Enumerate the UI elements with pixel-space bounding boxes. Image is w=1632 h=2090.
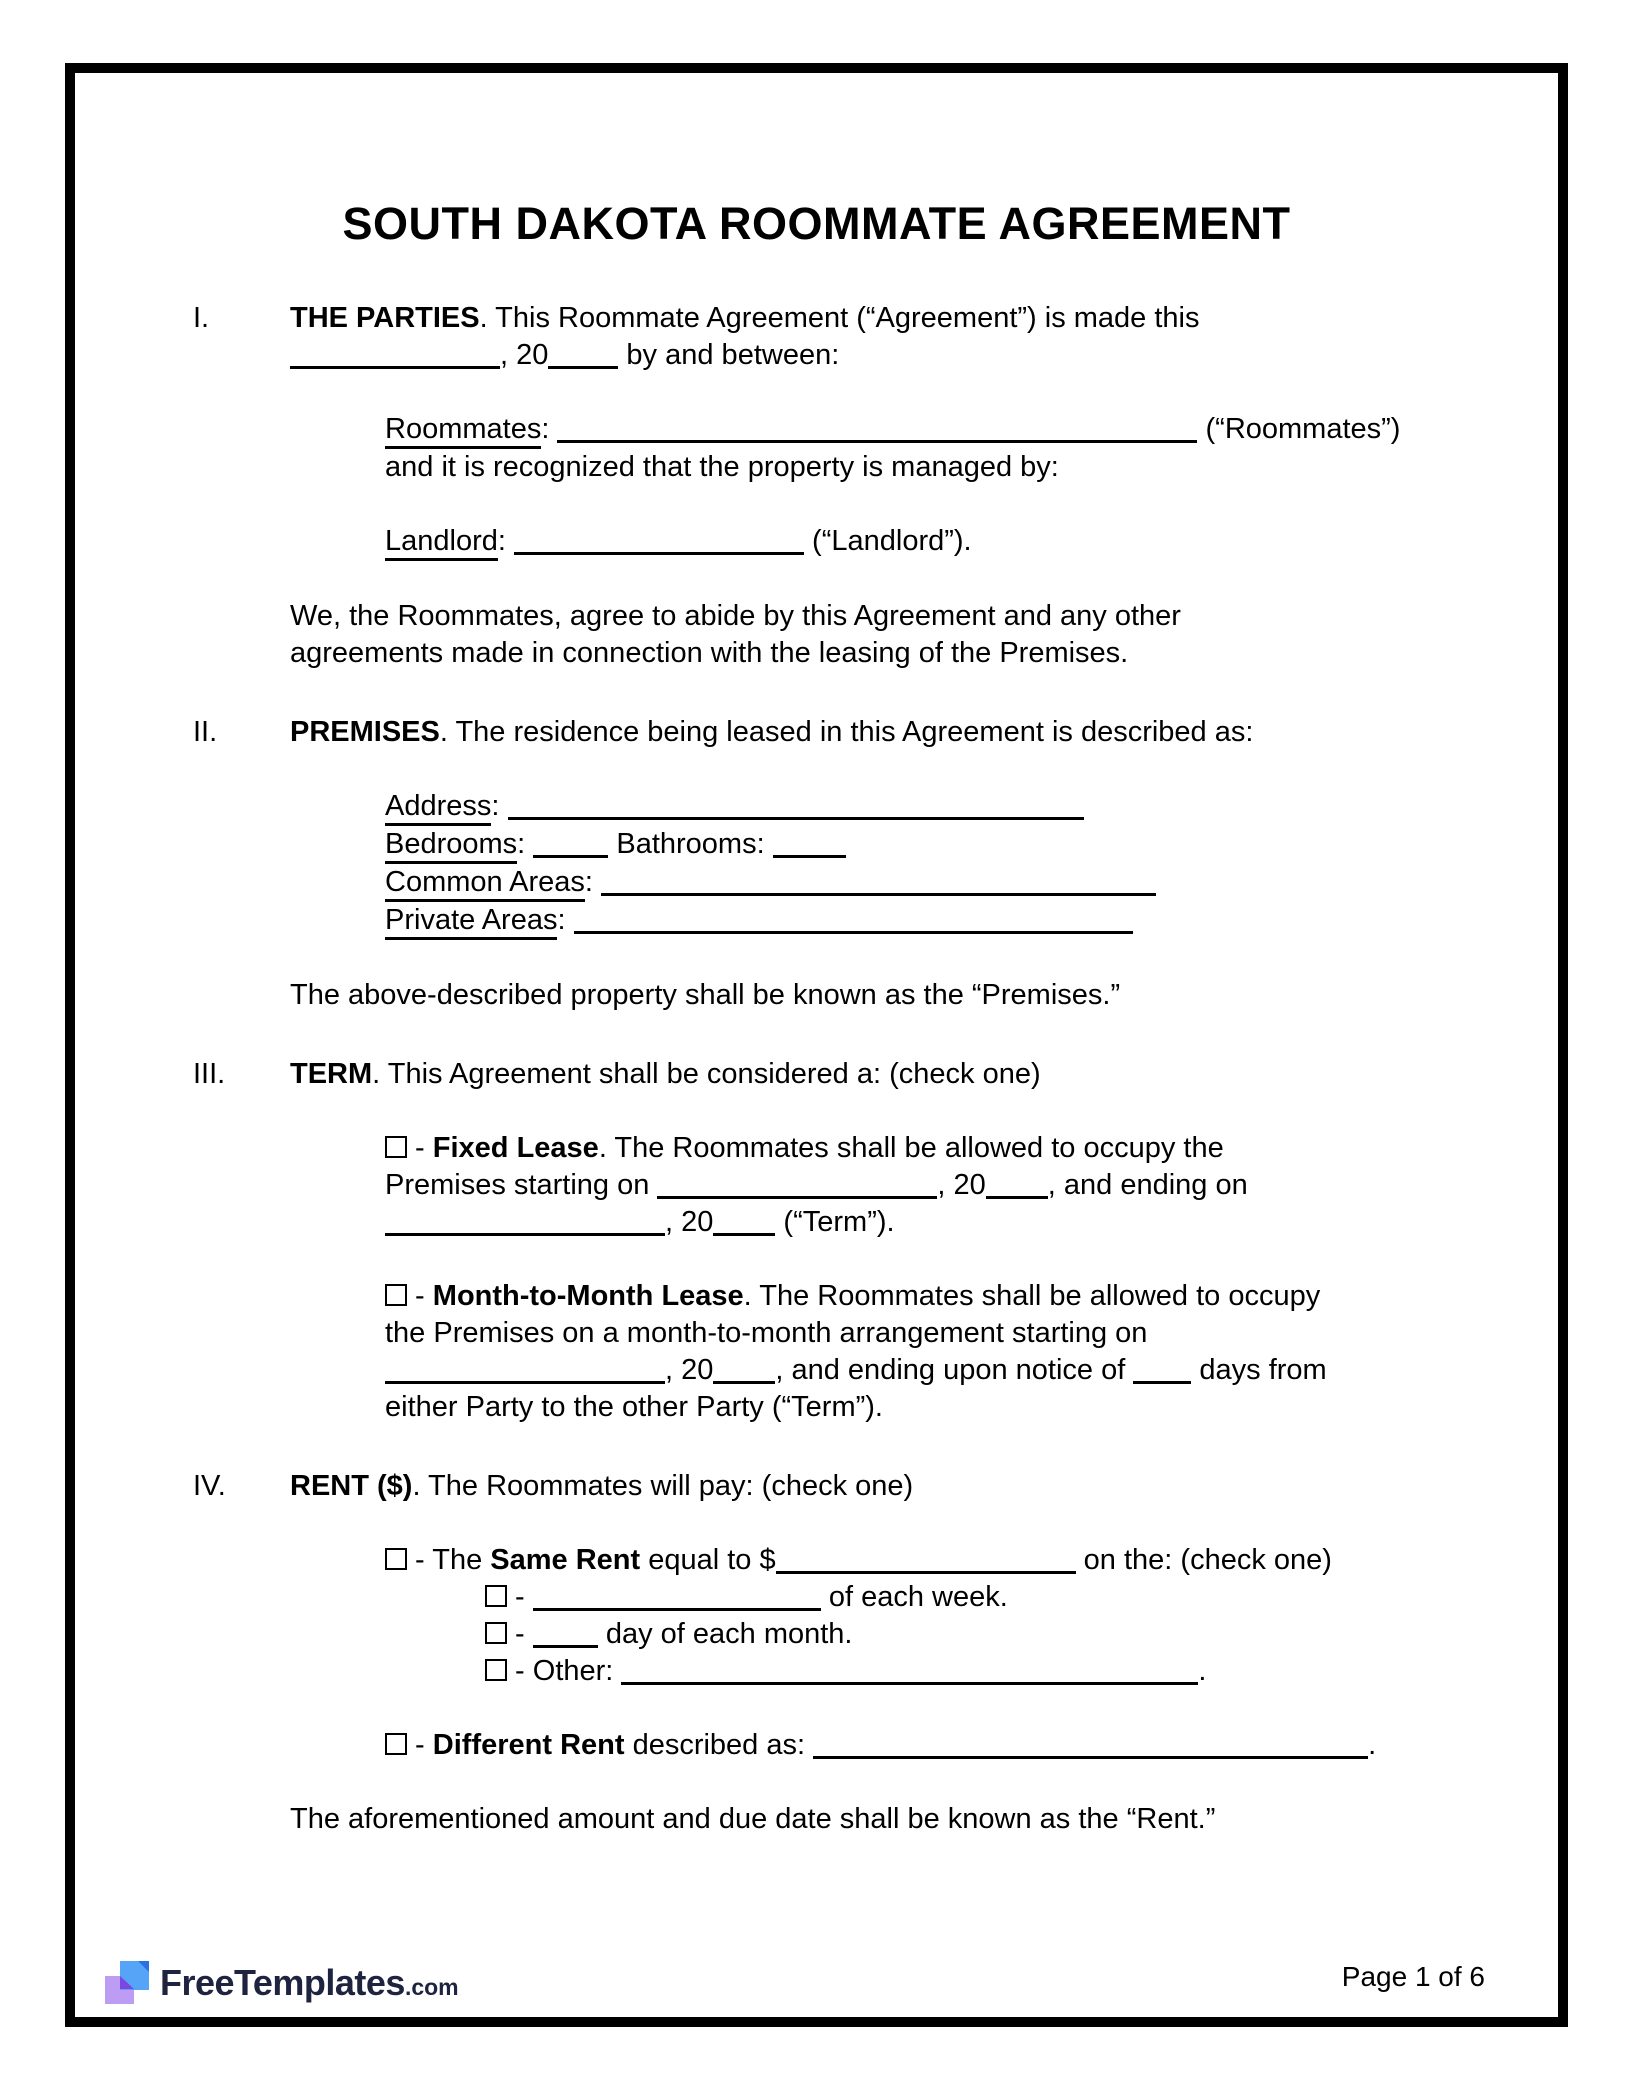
- section-heading: RENT ($): [290, 1470, 413, 1502]
- text-line: [290, 300, 1440, 337]
- section-numeral: II.: [193, 716, 218, 748]
- text-run: days from: [1191, 1354, 1327, 1386]
- different-rent-option: [385, 1727, 1440, 1764]
- text-line: [385, 1130, 1440, 1167]
- fixed-start-date-blank[interactable]: [657, 1168, 937, 1199]
- text-run: day of each month.: [597, 1618, 853, 1650]
- text-run: - The: [407, 1544, 491, 1576]
- agreement-date-blank[interactable]: [290, 338, 500, 369]
- section-numeral: I.: [193, 302, 210, 334]
- text-run: :: [497, 525, 514, 557]
- private-areas-label: Private Areas: [385, 905, 557, 940]
- text-run: . This Agreement shall be considered a: (check one): [372, 1058, 1041, 1090]
- text-run: , and ending on: [1047, 1169, 1248, 1201]
- fixed-lease-option: [385, 1130, 1440, 1241]
- other-label: - Other:: [507, 1655, 622, 1687]
- section-the-parties: [193, 300, 1440, 672]
- text-run: . The residence being leased in this Agreement is described as:: [439, 716, 1254, 748]
- text-line: either Party to the other Party (“Term”).: [385, 1391, 883, 1423]
- text-line: agreements made in connection with the leasing of the Premises.: [290, 637, 1129, 669]
- bathrooms-label: Bathrooms:: [608, 828, 773, 860]
- text-line: [385, 864, 1440, 902]
- text-run: -: [407, 1280, 433, 1312]
- text-run: by and between:: [618, 339, 840, 371]
- different-rent-checkbox[interactable]: [385, 1733, 407, 1755]
- common-areas-label: Common Areas: [385, 867, 585, 902]
- m2m-start-date-blank[interactable]: [385, 1353, 665, 1384]
- address-label: Address: [385, 791, 491, 826]
- text-run: . The Roommates shall be allowed to occupy the: [598, 1132, 1224, 1164]
- text-run: equal to $: [640, 1544, 776, 1576]
- brand-suffix: .com: [404, 1973, 459, 2000]
- text-run: -: [507, 1581, 533, 1613]
- text-run: -: [407, 1729, 433, 1761]
- text-line: the Premises on a month-to-month arrangement starting on: [385, 1317, 1148, 1349]
- text-run: described as:: [624, 1729, 814, 1761]
- section-heading: PREMISES: [290, 716, 440, 748]
- freetemplates-logo-icon: [105, 1961, 149, 2004]
- text-run: . This Roommate Agreement (“Agreement”) is made this: [479, 302, 1200, 334]
- text-line: [385, 826, 1440, 864]
- text-run: of each week.: [820, 1581, 1008, 1613]
- document-body: [75, 73, 1558, 1838]
- brand-name: FreeTemplates: [160, 1961, 405, 2003]
- weekday-blank[interactable]: [533, 1580, 821, 1611]
- text-line: [290, 714, 1440, 751]
- page-border: [65, 63, 1568, 2027]
- fixed-end-year-blank[interactable]: [713, 1205, 775, 1236]
- text-run: -: [407, 1132, 433, 1164]
- text-line: The above-described property shall be known as the “Premises.”: [290, 979, 1121, 1011]
- roommates-clause: [385, 411, 1440, 486]
- text-run: :: [557, 904, 574, 936]
- text-line: [385, 1204, 1440, 1241]
- text-run: , 20: [937, 1169, 986, 1201]
- text-run: . The Roommates shall be allowed to occupy: [743, 1280, 1321, 1312]
- text-line: The aforementioned amount and due date shall be known as the “Rent.”: [290, 1803, 1216, 1835]
- private-areas-blank[interactable]: [574, 903, 1133, 934]
- different-rent-label: Different Rent: [432, 1729, 625, 1761]
- text-line: [385, 1542, 1440, 1579]
- text-line: [385, 902, 1440, 940]
- section-numeral: III.: [193, 1058, 226, 1090]
- monthly-rent-checkbox[interactable]: [485, 1622, 507, 1644]
- text-line: and it is recognized that the property is managed by:: [385, 451, 1059, 483]
- landlord-label: Landlord: [385, 526, 498, 561]
- common-areas-blank[interactable]: [601, 865, 1156, 896]
- text-line: [290, 1056, 1440, 1093]
- text-line: [485, 1579, 1440, 1616]
- rent-amount-blank[interactable]: [776, 1543, 1076, 1574]
- bathrooms-blank[interactable]: [773, 827, 846, 858]
- text-line: [290, 1468, 1440, 1505]
- other-schedule-blank[interactable]: [621, 1654, 1198, 1685]
- same-rent-label: Same Rent: [490, 1544, 641, 1576]
- text-run: , 20: [665, 1206, 714, 1238]
- text-run: :: [491, 790, 508, 822]
- text-line: [385, 1352, 1440, 1389]
- premises-details: [385, 788, 1440, 940]
- text-run: (“Roommates”): [1197, 413, 1401, 445]
- roommates-names-blank[interactable]: [557, 412, 1197, 443]
- fixed-end-date-blank[interactable]: [385, 1205, 665, 1236]
- bedrooms-label: Bedrooms: [385, 829, 517, 864]
- text-line: [385, 523, 1440, 561]
- section-rent: [193, 1468, 1440, 1838]
- different-rent-blank[interactable]: [813, 1728, 1368, 1759]
- other-schedule-checkbox[interactable]: [485, 1659, 507, 1681]
- text-line: [385, 788, 1440, 826]
- brand-text: [160, 1962, 459, 2004]
- text-run: (“Term”).: [775, 1206, 895, 1238]
- section-numeral: IV.: [193, 1470, 226, 1502]
- bedrooms-blank[interactable]: [533, 827, 608, 858]
- text-run: Premises starting on: [385, 1169, 658, 1201]
- agreement-statement: [290, 598, 1440, 672]
- text-run: -: [507, 1618, 533, 1650]
- landlord-clause: [385, 523, 1440, 561]
- landlord-name-blank[interactable]: [514, 524, 804, 555]
- text-run: , 20: [665, 1354, 714, 1386]
- fixed-lease-label: Fixed Lease: [432, 1132, 599, 1164]
- month-to-month-checkbox[interactable]: [385, 1284, 407, 1306]
- same-rent-option: [385, 1542, 1440, 1690]
- text-line: [385, 1278, 1440, 1315]
- freetemplates-logo: [105, 1961, 459, 2004]
- section-heading: THE PARTIES: [290, 302, 480, 334]
- text-line: [385, 411, 1440, 449]
- text-line: [385, 1167, 1440, 1204]
- m2m-notice-days-blank[interactable]: [1133, 1353, 1191, 1384]
- weekly-rent-checkbox[interactable]: [485, 1585, 507, 1607]
- roommates-label: Roommates: [385, 414, 541, 449]
- text-run: :: [541, 413, 558, 445]
- text-run: .: [1198, 1655, 1207, 1687]
- text-line: We, the Roommates, agree to abide by this Agreement and any other: [290, 600, 1181, 632]
- text-run: .: [1368, 1729, 1377, 1761]
- address-blank[interactable]: [508, 789, 1084, 820]
- agreement-year-blank[interactable]: [548, 338, 618, 369]
- text-run: on the: (check one): [1075, 1544, 1332, 1576]
- section-heading: TERM: [290, 1058, 373, 1090]
- rent-statement: [290, 1801, 1440, 1838]
- month-day-blank[interactable]: [533, 1617, 598, 1648]
- text-line: [385, 1727, 1440, 1764]
- text-run: :: [584, 866, 601, 898]
- month-to-month-label: Month-to-Month Lease: [432, 1280, 744, 1312]
- text-run: . The Roommates will pay: (check one): [412, 1470, 914, 1502]
- premises-statement: [290, 977, 1440, 1014]
- text-run: , and ending upon notice of: [775, 1354, 1134, 1386]
- page-number: Page 1 of 6: [1341, 1961, 1485, 1992]
- text-line: [290, 337, 1440, 374]
- page-title: SOUTH DAKOTA ROOMMATE AGREEMENT: [342, 198, 1291, 249]
- fixed-lease-checkbox[interactable]: [385, 1136, 407, 1158]
- text-line: [485, 1653, 1440, 1690]
- fixed-start-year-blank[interactable]: [986, 1168, 1048, 1199]
- text-run: :: [517, 828, 534, 860]
- rent-schedule-options: [485, 1579, 1440, 1690]
- month-to-month-option: [385, 1278, 1440, 1426]
- section-premises: [193, 714, 1440, 1014]
- text-run: (“Landlord”).: [804, 525, 972, 557]
- section-term: [193, 1056, 1440, 1426]
- same-rent-checkbox[interactable]: [385, 1548, 407, 1570]
- m2m-start-year-blank[interactable]: [713, 1353, 775, 1384]
- text-run: , 20: [500, 339, 549, 371]
- text-line: [485, 1616, 1440, 1653]
